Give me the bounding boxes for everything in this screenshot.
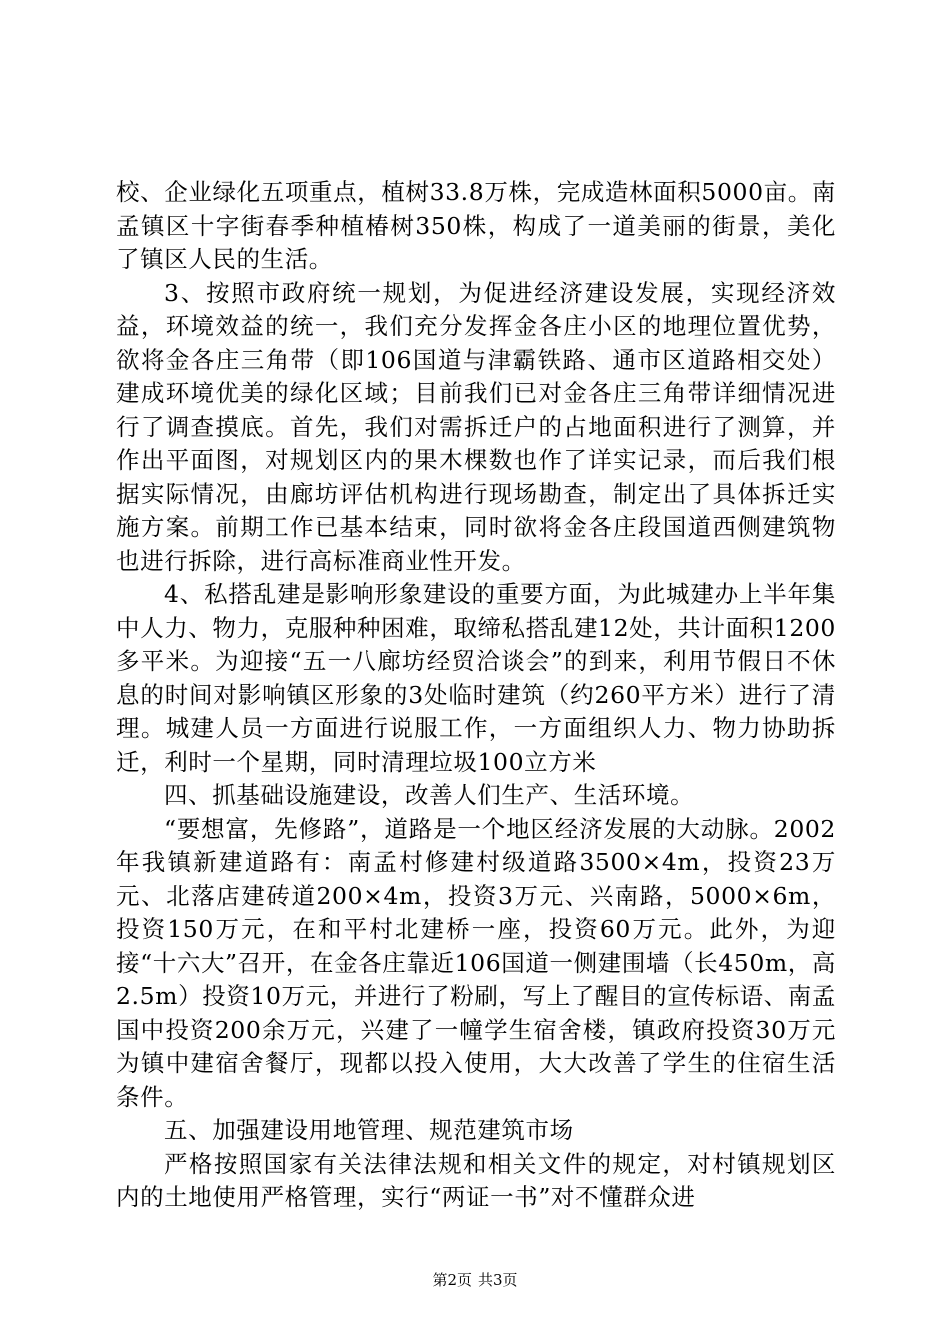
- paragraph-land-management: 严格按照国家有关法律法规和相关文件的规定，对村镇规划区内的土地使用严格管理，实行“两证一书”对不懂群众进: [116, 1149, 836, 1211]
- paragraph-roads: “要想富，先修路”，道路是一个地区经济发展的大动脉。2002年我镇新建道路有：南孟村修建村级道路3500×4m，投资23万元、北落店建砖道200×4m，投资3万元、兴南路，5000×6m，投资150万元，在和平村北建桥一座，投资60万元。此外，为迎接“十六大”召开，在金各庄靠近106国道一侧建围墙（长450m，高2.5m）投资10万元，并进行了粉刷，写上了醒目的宣传标语、南孟国中投资200余万元，兴建了一幢学生宿舍楼，镇政府投资30万元为镇中建宿舍餐厅，现都以投入使用，大大改善了学生的住宿生活条件。: [116, 814, 836, 1111]
- document-body: [116, 176, 836, 1215]
- page-number: 第2页: [432, 1271, 472, 1289]
- paragraph-item-3: 3、按照市政府统一规划，为促进经济建设发展，实现经济效益，环境效益的统一，我们充分发挥金各庄小区的地理位置优势，欲将金各庄三角带（即106国道与津霸铁路、通市区道路相交处）建成环境优美的绿化区域；目前我们已对金各庄三角带详细情况进行了调查摸底。首先，我们对需拆迁户的占地面积进行了测算，并作出平面图，对规划区内的果木棵数也作了详实记录，而后我们根据实际情况，由廊坊评估机构进行现场勘查，制定出了具体拆迁实施方案。前期工作已基本结束，同时欲将金各庄段国道西侧建筑物也进行拆除，进行高标准商业性开发。: [116, 278, 836, 575]
- section-heading-4: 四、抓基础设施建设，改善人们生产、生活环境。: [164, 781, 695, 809]
- paragraph-item-4: 4、私搭乱建是影响形象建设的重要方面，为此城建办上半年集中人力、物力，克服种种困难，取缔私搭乱建12处，共计面积1200多平米。为迎接“五一八廊坊经贸洽谈会”的到来，利用节假日不休息的时间对影响镇区形象的3处临时建筑（约260平方米）进行了清理。城建人员一方面进行说服工作，一方面组织人力、物力协助拆迁，利时一个星期，同时清理垃圾100立方米: [116, 580, 836, 776]
- page-total: 共3页: [478, 1271, 518, 1289]
- paragraph-continuation: 校、企业绿化五项重点，植树33.8万株，完成造林面积5000亩。南孟镇区十字街春季种植椿树350株，构成了一道美丽的街景，美化了镇区人民的生活。: [116, 178, 836, 273]
- section-heading-5: 五、加强建设用地管理、规范建筑市场: [164, 1116, 574, 1144]
- page-footer: [0, 1270, 950, 1290]
